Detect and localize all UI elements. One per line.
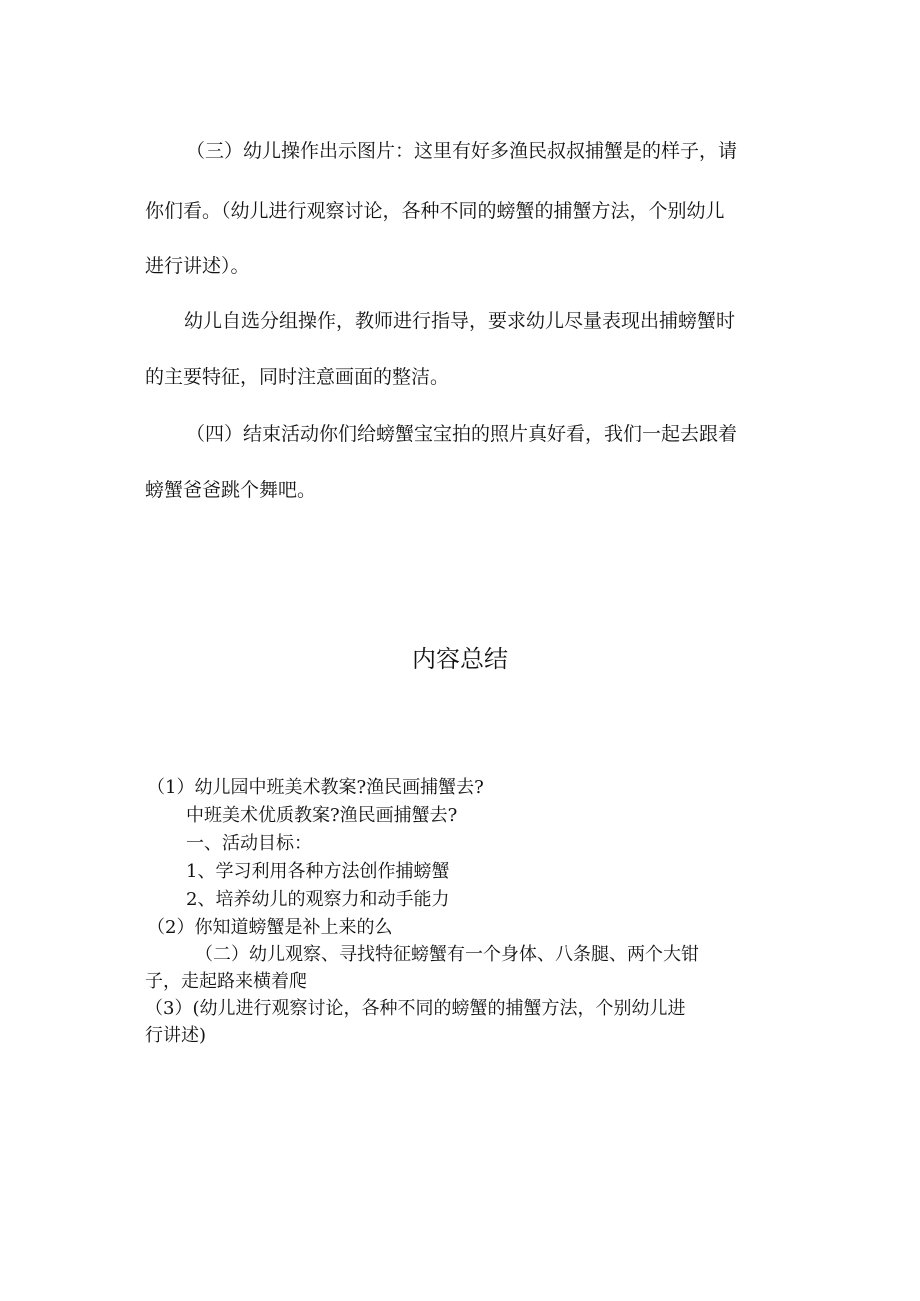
summary-line-2: 中班美术优质教案?渔民画捕蟹去? (186, 805, 458, 826)
summary-title: 内容总结 (412, 645, 508, 673)
paragraph-3-line-2: 你们看。（幼儿进行观察讨论，各种不同的螃蟹的捕蟹方法，个别幼儿 (145, 200, 725, 222)
summary-line-1: （1）幼儿园中班美术教案?渔民画捕蟹去? (147, 777, 484, 798)
paragraph-3-line-3: 进行讲述）。 (145, 255, 250, 277)
summary-line-9: （3）(幼儿进行观察讨论，各种不同的螃蟹的捕蟹方法，个别幼儿进 (145, 998, 686, 1019)
paragraph-4-line-1: （四）结束活动你们给螃蟹宝宝拍的照片真好看，我们一起去跟着 (186, 423, 738, 445)
paragraph-4-line-2: 螃蟹爸爸跳个舞吧。 (145, 479, 317, 501)
paragraph-3-line-1: （三）幼儿操作出示图片：这里有好多渔民叔叔捕蟹是的样子，请 (186, 140, 738, 162)
summary-line-10: 行讲述) (145, 1025, 207, 1046)
summary-line-6: （2）你知道螃蟹是补上来的么 (147, 917, 393, 938)
paragraph-operation-line-1: 幼儿自选分组操作，教师进行指导，要求幼儿尽量表现出捕螃蟹时 (184, 310, 736, 332)
summary-line-8: 子，走起路来横着爬 (145, 971, 307, 992)
summary-line-5: 2、培养幼儿的观察力和动手能力 (186, 889, 450, 910)
summary-line-3: 一、活动目标： (186, 833, 312, 854)
paragraph-operation-line-2: 的主要特征，同时注意画面的整洁。 (145, 366, 450, 388)
summary-line-7: （二）幼儿观察、寻找特征螃蟹有一个身体、八条腿、两个大钳 (195, 944, 699, 965)
summary-line-4: 1、学习利用各种方法创作捕螃蟹 (186, 861, 450, 882)
